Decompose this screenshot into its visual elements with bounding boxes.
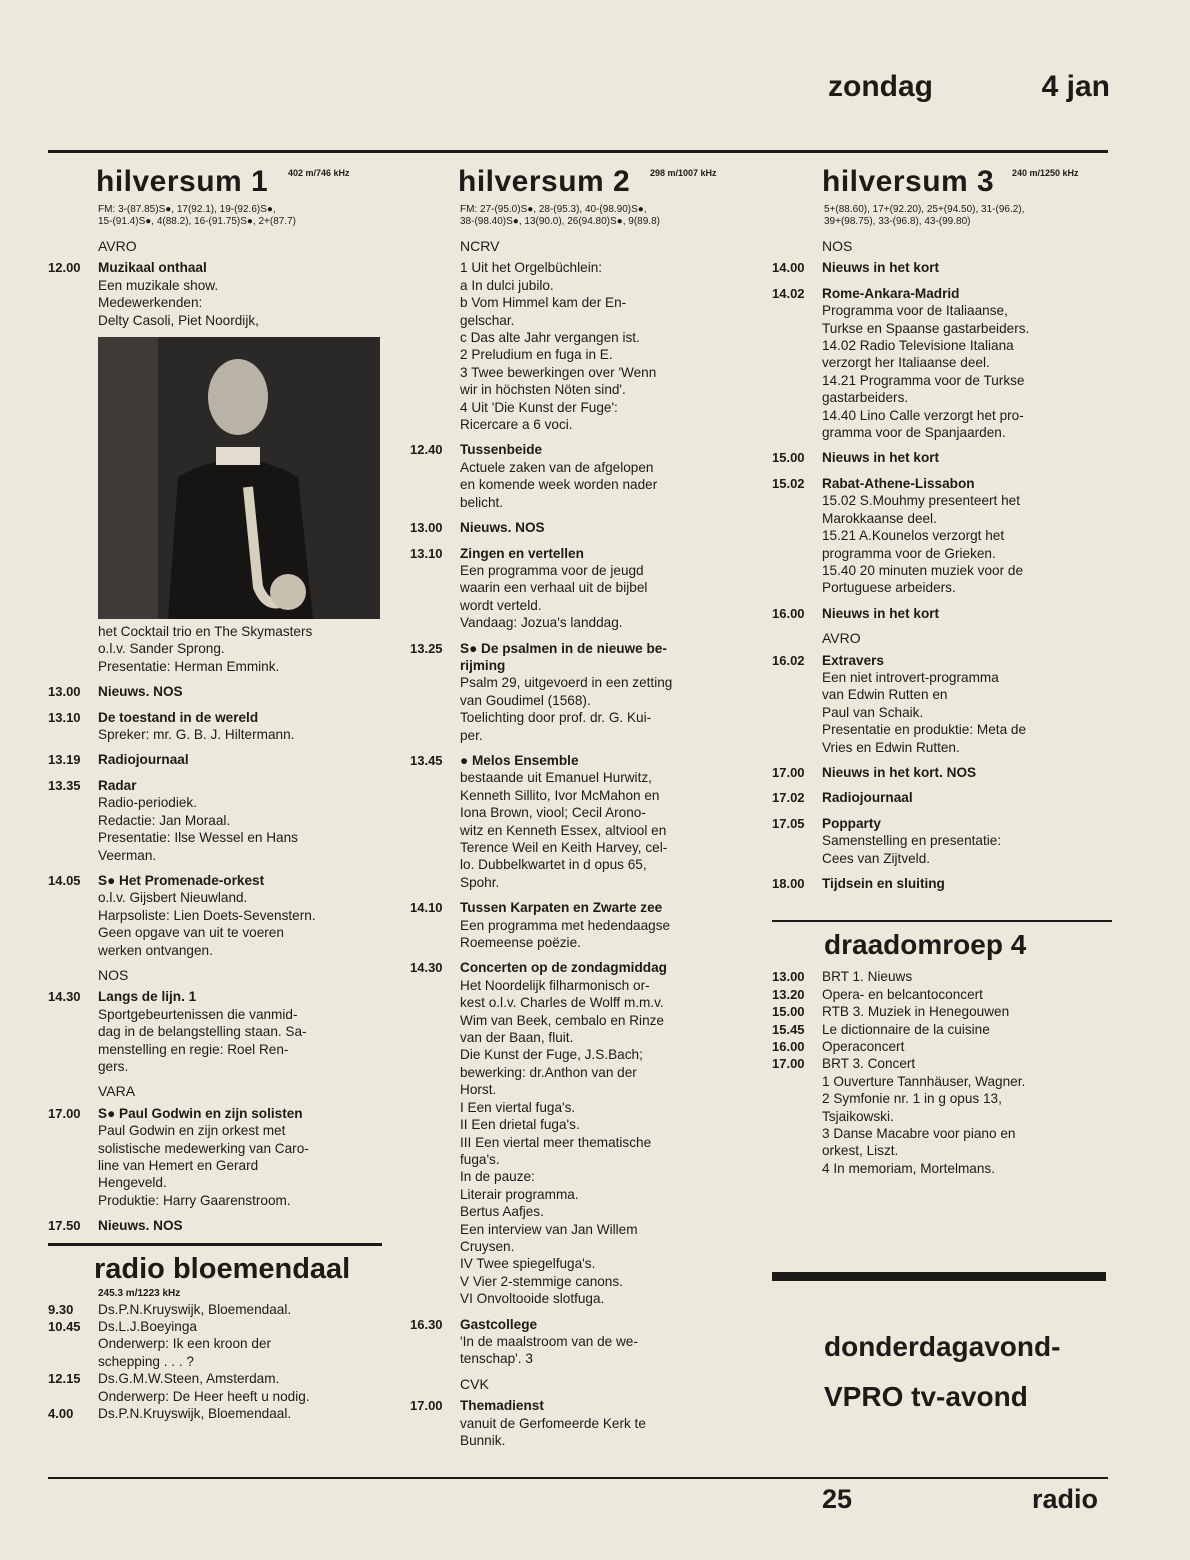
program-time: 13.00 [410,520,443,536]
program-time: 15.00 [772,450,805,466]
station-frequency: 240 m/1250 kHz [1012,168,1079,178]
program-item [48,872,382,959]
program-item [48,1405,382,1422]
station-name-bloemendaal: radio bloemendaal [94,1252,351,1285]
program-item [48,1301,382,1318]
page-number: 25 [822,1484,853,1514]
program-description: RTB 3. Muziek in Henegouwen [822,1004,1010,1020]
program-description: Actuele zaken van de afgelopen en komende week worden nader belicht. [460,459,658,510]
promo-block [824,1322,1114,1422]
program-body [822,605,1112,622]
program-item [48,751,382,768]
program-description: Le dictionnaire de la cuisine [822,1021,990,1037]
program-title: Tussenbeide [460,442,543,458]
program-description: Operaconcert [822,1039,905,1055]
program-time: 17.00 [410,1398,443,1414]
program-item [410,1397,750,1449]
program-time: 14.05 [48,872,81,888]
program-item [772,789,1112,806]
program-time: 10.45 [48,1319,81,1335]
program-body [460,959,750,1307]
program-title: Nieuws in het kort [822,260,940,276]
station-name-draadomroep: draadomroep 4 [824,929,1027,961]
program-time: 17.05 [772,815,805,831]
program-item [48,683,382,700]
broadcaster-label: VARA [98,1083,136,1100]
broadcaster-label: AVRO [98,238,137,254]
column-hilversum-3 [772,160,1112,1177]
program-item [772,1003,1112,1020]
program-time: 14.30 [410,960,443,976]
program-time: 13.35 [48,777,81,793]
program-item [772,1038,1112,1055]
program-time: 17.00 [48,1105,81,1121]
program-item [410,519,750,536]
program-body [822,475,1112,597]
program-title: Nieuws. NOS [98,1218,183,1234]
program-time: 15.00 [772,1004,805,1020]
station-frequency: 402 m/746 kHz [288,168,350,178]
program-title: Langs de lijn. 1 [98,989,197,1005]
promo-line-1: donderdagavond- [824,1331,1061,1362]
program-time: 18.00 [772,876,805,891]
schedule [772,238,1112,892]
program-description: Een programma voor de jeugd waarin een verhaal uit de bijbel wordt verteld. Vandaag: Jozua's landdag. [460,562,648,631]
program-item [48,777,382,864]
fm-frequencies: 5+(88.60), 17+(92.20), 25+(94.50), 31-(96.2), 39+(98.75), 33-(96.8), 43-(99.80) [824,204,1025,227]
program-body [98,1105,382,1209]
program-item [48,1318,382,1370]
schedule [48,238,382,1235]
program-title: Popparty [822,815,881,831]
program-body [460,259,750,433]
program-title: Tijdsein en sluiting [822,876,945,891]
broadcaster-label: AVRO [822,630,861,647]
header-day: zondag [828,70,933,103]
program-time: 13.00 [48,684,81,700]
program-description: bestaande uit Emanuel Hurwitz, Kenneth Sillito, Ivor McMahon en Iona Brown, viool; Cecil Arono- witz en Kenneth Essex, altviool en Terence Weil en Keith Harvey, cel- lo. Dubbelkwartet in d opus 65, Spohr. [460,770,668,890]
program-body [822,652,1112,756]
program-time: 17.00 [772,1056,805,1072]
program-item [772,1021,1112,1038]
page-header [828,70,1110,110]
program-description: o.l.v. Gijsbert Nieuwland. Harpsoliste: Lien Doets-Sevenstern. Geen opgave van uit te voeren werken ontvangen. [98,890,316,958]
program-item [410,640,750,744]
program-title: Nieuws. NOS [98,684,183,700]
program-description: Ds.P.N.Kruyswijk, Bloemendaal. [98,1406,292,1422]
program-description: Radio-periodiek. Redactie: Jan Moraal. Presentatie: Ilse Wessel en Hans Veerman. [98,795,298,863]
program-time: 13.19 [48,752,81,768]
program-description: Een muzikale show. Medewerkenden: Delty Casoli, Piet Noordijk, [98,277,259,328]
photo-illustration [98,337,380,619]
program-time: 14.00 [772,260,805,276]
program-time: 13.00 [772,969,805,985]
program-item [48,1105,382,1209]
saxophonist-photo [98,337,380,619]
program-title: Muzikaal onthaal [98,260,207,276]
program-time: 12.40 [410,442,443,458]
program-time: 14.10 [410,900,443,916]
program-title: Tussen Karpaten en Zwarte zee [460,900,663,916]
program-item [48,988,382,1075]
program-item [772,875,1112,892]
program-title: Radiojournaal [98,752,189,768]
program-item [772,764,1112,781]
station-frequency: 298 m/1007 kHz [650,168,717,178]
program-time: 17.02 [772,790,805,806]
program-time: 13.20 [772,986,805,1002]
program-time: 13.10 [48,709,81,725]
program-item [772,652,1112,756]
program-body [460,1397,750,1449]
column-hilversum-1 [48,160,382,1422]
program-time: 12.15 [48,1371,81,1387]
program-description: 'In de maalstroom van de we- tenschap'. 3 [460,1333,638,1367]
program-body [98,872,382,959]
promo-line-2: VPRO tv-avond [824,1381,1028,1412]
program-title: ● Melos Ensemble [460,752,579,768]
bottom-rule [48,1477,1108,1479]
section-rule [48,1243,382,1246]
program-description: Ds.L.J.Boeyinga Onderwerp: Ik een kroon der schepping . . . ? [98,1319,272,1369]
program-time: 16.30 [410,1316,443,1332]
program-description: BRT 3. Concert 1 Ouverture Tannhäuser, Wagner. 2 Symfonie nr. 1 in g opus 13, Tsjaikowski. 3 Danse Macabre voor piano en orkest, Liszt. 4 In memoriam, Mortelmans. [822,1056,1026,1176]
program-title: Concerten op de zondagmiddag [460,960,667,976]
station-header [410,160,750,200]
program-title: Nieuws. NOS [460,520,545,536]
program-body [98,683,382,700]
program-description: Paul Godwin en zijn orkest met solistische medewerking van Caro- line van Hemert en Gerard Hengeveld. Produktie: Harry Gaarenstroom. [98,1123,309,1208]
program-title: Nieuws in het kort [822,450,940,466]
program-time: 4.00 [48,1406,74,1422]
program-item [772,449,1112,466]
fm-frequencies: FM: 3-(87.85)S●, 17(92.1), 19-(92.6)S●, 15-(91.4)S●, 4(88.2), 16-(91.75)S●, 2+(87.7) [98,204,297,227]
program-body [460,545,750,632]
program-title: Themadienst [460,1398,544,1414]
program-title: Extravers [822,652,884,668]
program-body [822,789,1112,806]
program-time: 16.00 [772,1039,805,1055]
program-description: Spreker: mr. G. B. J. Hiltermann. [98,727,295,743]
program-description-continued: het Cocktail trio en The Skymasters o.l.v. Sander Sprong. Presentatie: Herman Emmink. [98,624,313,674]
program-title: Nieuws in het kort. NOS [822,764,977,780]
program-item [410,1316,750,1368]
program-item [772,475,1112,597]
bloemendaal-schedule [48,1301,382,1423]
program-description: Sportgebeurtenissen die vanmid- dag in de belangstelling staan. Sa- menstelling en regie: Roel Ren- gers. [98,1006,307,1074]
program-description: Programma voor de Italiaanse, Turkse en Spaanse gastarbeiders. 14.02 Radio Televisione Italiana verzorgt her Italiaanse deel. 14.21 Programma voor de Turkse gastarbeiders. 14.40 Lino Calle verzorgt het pro- gramma voor de Spanjaarden. [822,303,1030,441]
program-body [98,709,382,744]
broadcaster-label: NOS [822,238,853,254]
thick-divider [772,1272,1106,1281]
program-item [48,1370,382,1405]
program-time: 17.00 [772,764,805,780]
program-item [410,441,750,511]
program-body [460,899,750,951]
station-header [772,160,1112,200]
program-item [772,986,1112,1003]
program-time: 9.30 [48,1301,74,1317]
program-item [410,752,750,891]
program-item [772,1055,1112,1177]
program-title: Rome-Ankara-Madrid [822,285,960,301]
program-body [460,519,750,536]
program-title: Gastcollege [460,1316,538,1332]
program-body [98,988,382,1075]
program-description: 15.02 S.Mouhmy presenteert het Marokkaanse deel. 15.21 A.Kounelos verzorgt het programma voor de Grieken. 15.40 20 minuten muziek voor de Portuguese arbeiders. [822,493,1024,596]
program-time: 15.45 [772,1021,805,1037]
program-item [410,259,750,433]
broadcaster-label: NCRV [460,238,500,254]
program-description: Een niet introvert-programma van Edwin Rutten en Paul van Schaik. Presentatie en produktie: Meta de Vries en Edwin Rutten. [822,669,1027,755]
program-body [822,449,1112,466]
program-description: Een programma met hedendaagse Roemeense poëzie. [460,917,671,951]
program-title: De toestand in de wereld [98,709,259,725]
program-item [772,605,1112,622]
program-time: 13.10 [410,545,443,561]
schedule [410,238,750,1449]
program-body [460,752,750,891]
program-time: 13.25 [410,640,443,656]
program-time: 15.02 [772,475,805,491]
broadcaster-label: CVK [460,1375,489,1392]
broadcaster-label: NOS [98,966,129,983]
station-header [48,160,382,200]
program-description: Ds.P.N.Kruyswijk, Bloemendaal. [98,1301,292,1317]
program-title: Radiojournaal [822,790,913,806]
column-hilversum-2 [410,160,750,1457]
program-body [822,259,1112,276]
program-body [98,259,382,329]
program-body [460,640,750,744]
program-description: BRT 1. Nieuws [822,969,913,985]
program-body [822,285,1112,442]
station-name: hilversum 1 [96,165,269,198]
program-description: Het Noordelijk filharmonisch or- kest o.l.v. Charles de Wolff m.m.v. Wim van Beek, cembalo en Rinze van der Baan, fluit. Die Kunst der Fuge, J.S.Bach; bewerking: dr.Anthon van der Horst. I Een viertal fuga's. II Een drietal fuga's. III Een viertal meer thematische fuga's. In de pauze: Literair programma. Bertus Aafjes. Een interview van Jan Willem Cruysen. IV Twee spiegelfuga's. V Vier 2-stemmige canons. VI Onvoltooide slotfuga. [460,977,664,1307]
section-rule [772,920,1112,922]
program-body [98,1217,382,1234]
station-name: hilversum 2 [458,165,631,198]
program-item [48,709,382,744]
program-description: Ds.G.M.W.Steen, Amsterdam. Onderwerp: De Heer heeft u nodig. [98,1371,310,1404]
program-body [460,441,750,511]
program-title: S● Het Promenade-orkest [98,872,265,888]
program-item [410,545,750,632]
program-body [822,815,1112,867]
program-time: 12.00 [48,260,81,276]
program-title: Radar [98,777,137,793]
program-description: Samenstelling en presentatie: Cees van Zijtveld. [822,833,1002,866]
draadomroep-schedule [772,968,1112,1177]
program-item [48,259,382,329]
program-title: S● De psalmen in de nieuwe be- rijming [460,640,667,673]
program-body [98,751,382,768]
program-time: 16.02 [772,652,805,668]
station-frequency-bloemendaal: 245.3 m/1223 kHz [98,1287,181,1299]
program-description: Opera- en belcantoconcert [822,986,983,1002]
program-description: Psalm 29, uitgevoerd in een zetting van Goudimel (1568). Toelichting door prof. dr. G. Kui- per. [460,675,673,743]
program-title: Zingen en vertellen [460,545,584,561]
program-item [772,968,1112,985]
program-title: Rabat-Athene-Lissabon [822,475,975,491]
program-body [460,1316,750,1368]
program-description: vanuit de Gerfomeerde Kerk te Bunnik. [460,1415,646,1448]
program-item [410,899,750,951]
program-time: 14.30 [48,989,81,1005]
section-label: radio [1032,1484,1099,1514]
program-body [98,777,382,864]
program-item [772,815,1112,867]
station-name: hilversum 3 [822,165,995,198]
program-item [772,259,1112,276]
program-body [822,764,1112,781]
program-description: 1 Uit het Orgelbüchlein: a In dulci jubilo. b Vom Himmel kam der En- gelschar. c Das alte Jahr vergangen ist. 2 Preludium en fuga in E. 3 Twee bewerkingen over 'Wenn wir in höchsten Nöten sind'. 4 Uit 'Die Kunst der Fuge': Ricercare a 6 voci. [460,260,657,433]
program-title: S● Paul Godwin en zijn solisten [98,1105,303,1121]
program-item [48,1217,382,1234]
program-title: Nieuws in het kort [822,605,940,621]
header-date: 4 jan [1041,70,1110,103]
program-time: 14.02 [772,285,805,301]
program-body [822,875,1112,892]
program-time: 13.45 [410,752,443,768]
program-time: 17.50 [48,1218,81,1234]
program-time: 16.00 [772,605,805,621]
program-item [772,285,1112,442]
top-rule [48,150,1108,153]
fm-frequencies: FM: 27-(95.0)S●, 28-(95.3), 40-(98.90)S●, 38-(98.40)S●, 13(90.0), 26(94.80)S●, 9(89.8) [460,204,660,227]
program-item [410,959,750,1307]
